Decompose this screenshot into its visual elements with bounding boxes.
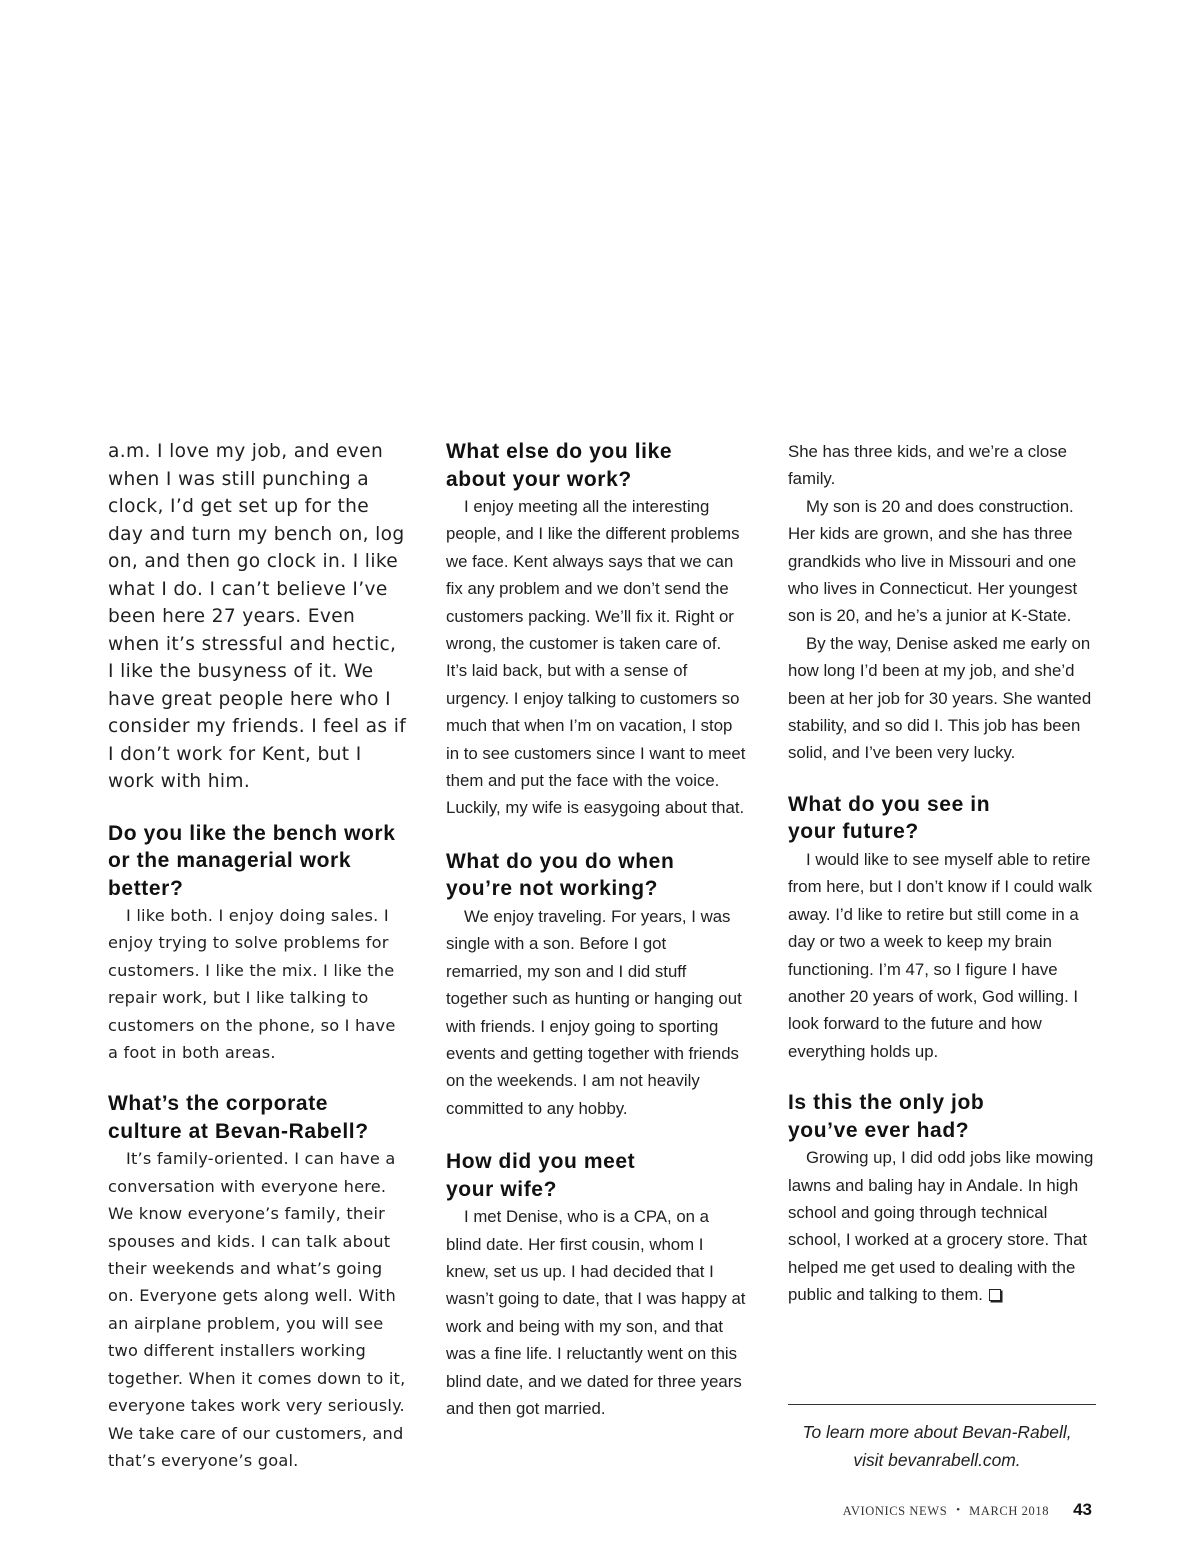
- section-body-future: I would like to see myself able to retire from here, but I don’t know if I could walk away. I’d like to retire but still come in a day or two a week to keep my brain functioning. I’m 47, so I figure I have another 20 years of work, God willing. I look forward to the future and how everything holds up.: [788, 849, 1093, 1061]
- article-column-2: [446, 438, 746, 1422]
- publication-name: AVIONICS NEWS: [842, 1504, 948, 1518]
- running-footer: [843, 1500, 1092, 1520]
- section-body-corporate-culture: It’s family-oriented. I can have a conversation with everyone here. We know everyone’s family, their spouses and kids. I can talk about their weekends and what’s going on. Everyone gets along well. With an airplane problem, you will see two different installers working together. When it comes down to it, everyone takes work very seriously. We take care of our customers, and that’s everyone’s goal.: [108, 1149, 406, 1470]
- section-heading-future: What do you see in your future?: [788, 792, 991, 844]
- end-of-article-box-icon: [989, 1289, 1001, 1301]
- learn-more-note: [788, 1418, 1086, 1474]
- section-body-meet-wife: I met Denise, who is a CPA, on a blind date. Her first cousin, whom I knew, set us up. I had decided that I wasn’t going to date, that I was happy at work and being with my son, and that was a fine life. I reluctantly went on this blind date, and we dated for three years and then got married.: [446, 1207, 746, 1418]
- section-heading-not-working: What do you do when you’re not working?: [446, 849, 675, 901]
- paragraph: By the way, Denise asked me early on how long I’d been at my job, and she’d been at her job for 30 years. She wanted stability, and so did I. This job has been solid, and I’ve been very lucky.: [788, 633, 1092, 763]
- section-body-only-job-text: Growing up, I did odd jobs like mowing lawns and baling hay in Andale. In high school and going through technical school, I worked at a grocery store. That helped me get used to dealing with the public and talking to them.: [788, 1148, 1094, 1305]
- section-heading-else-you-like: What else do you like about your work?: [446, 440, 673, 491]
- section-heading-corporate-culture: What’s the corporate culture at Bevan-Rabell?: [108, 1092, 369, 1143]
- continued-paragraph: She has three kids, and we’re a close family.: [788, 442, 1067, 489]
- page-number: 43: [1073, 1500, 1092, 1519]
- learn-more-line: To learn more about Bevan-Rabell,: [802, 1422, 1072, 1442]
- section-body-bench-work: I like both. I enjoy doing sales. I enjoy trying to solve problems for customers. I like the mix. I like the repair work, but I like talking to customers on the phone, so I have a foot in both areas.: [108, 906, 396, 1063]
- section-heading-bench-work: Do you like the bench work or the managerial work better?: [108, 821, 396, 900]
- continued-paragraph: a.m. I love my job, and even when I was still punching a clock, I’d get set up for the day and turn my bench on, log on, and then go clock in. I like what I do. I can’t believe I’ve been here 27 years. Even when it’s stressful and hectic, I like the busyness of it. We have great people here who I consider my friends. I feel as if I don’t work for Kent, but I work with him.: [108, 441, 407, 792]
- footer-separator: •: [956, 1504, 961, 1516]
- article-column-1: [108, 438, 408, 1474]
- article-column-3: [788, 438, 1096, 1309]
- section-heading-meet-wife: How did you meet your wife?: [446, 1150, 636, 1201]
- section-heading-only-job: Is this the only job you’ve ever had?: [788, 1091, 985, 1142]
- section-body-else-you-like: I enjoy meeting all the interesting people, and I like the different problems we face. Kent always says that we can fix any problem and we don’t send the customers packing. We’ll fix it. Right or wrong, the customer is taken care of. It’s laid back, but with a sense of urgency. I enjoy talking to customers so much that when I’m on vacation, I stop in to see customers since I want to meet them and put the face with the voice. Luckily, my wife is easygoing about that.: [446, 497, 746, 818]
- section-body-only-job: [788, 1144, 1096, 1308]
- section-body-not-working: We enjoy traveling. For years, I was single with a son. Before I got remarried, my son and I did stuff together such as hunting or hanging out with friends. I enjoy going to sporting events and getting together with friends on the weekends. I am not heavily committed to any hobby.: [446, 906, 742, 1118]
- website-line: visit bevanrabell.com.: [853, 1450, 1021, 1470]
- footer-divider: [788, 1404, 1096, 1405]
- paragraph: My son is 20 and does construction. Her kids are grown, and she has three grandkids who live in Missouri and one who lives in Connecticut. Her youngest son is 20, and he’s a junior at K-State.: [788, 496, 1078, 626]
- issue-date: MARCH 2018: [969, 1504, 1050, 1518]
